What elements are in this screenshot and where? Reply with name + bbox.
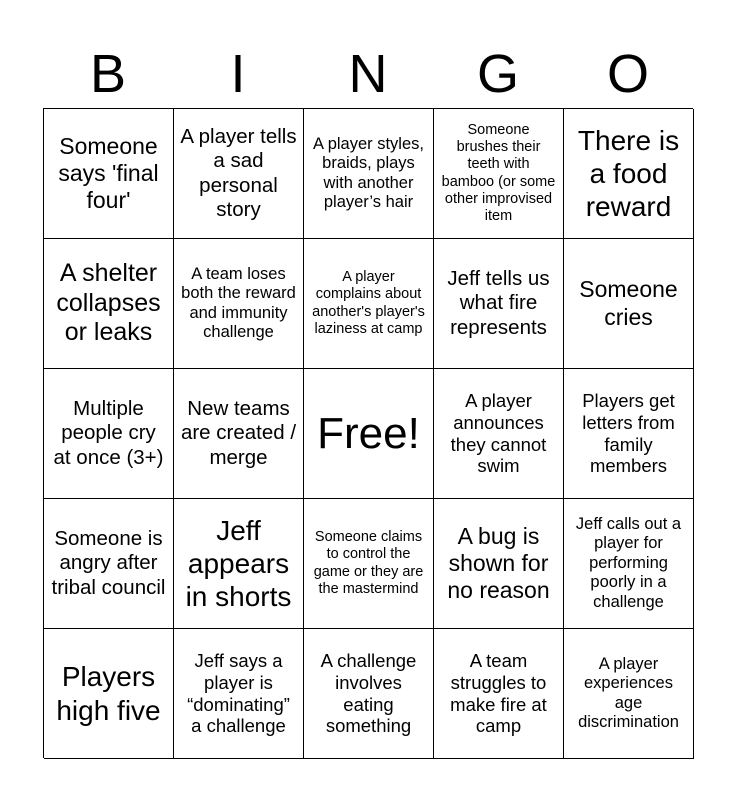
bingo-cell[interactable]: A challenge involves eating something [304, 629, 434, 759]
bingo-cell[interactable]: Jeff calls out a player for performing poorly in a challenge [564, 499, 694, 629]
header-letter-n: N [348, 44, 388, 104]
bingo-header [43, 40, 693, 108]
bingo-cell[interactable]: Players high five [44, 629, 174, 759]
header-letter-i: I [230, 44, 246, 104]
bingo-cell[interactable]: A player experiences age discrimination [564, 629, 694, 759]
bingo-cell[interactable]: Someone cries [564, 239, 694, 369]
header-letter-b: B [89, 44, 127, 104]
header-letter-g: G [476, 44, 519, 104]
bingo-cell[interactable]: Someone claims to control the game or they are the mastermind [304, 499, 434, 629]
bingo-grid [43, 108, 693, 758]
bingo-cell[interactable]: Someone brushes their teeth with bamboo (or some other improvised item [434, 109, 564, 239]
bingo-cell[interactable]: A team struggles to make fire at camp [434, 629, 564, 759]
bingo-cell[interactable]: A bug is shown for no reason [434, 499, 564, 629]
bingo-cell[interactable]: A player tells a sad personal story [174, 109, 304, 239]
bingo-cell[interactable]: Multiple people cry at once (3+) [44, 369, 174, 499]
bingo-cell[interactable]: A shelter collapses or leaks [44, 239, 174, 369]
bingo-cell[interactable]: A player announces they cannot swim [434, 369, 564, 499]
bingo-cell[interactable]: A player styles, braids, plays with another player’s hair [304, 109, 434, 239]
bingo-cell[interactable]: A team loses both the reward and immunity challenge [174, 239, 304, 369]
bingo-cell[interactable]: Players get letters from family members [564, 369, 694, 499]
bingo-cell[interactable]: Someone says 'final four' [44, 109, 174, 239]
bingo-cell[interactable]: Jeff appears in shorts [174, 499, 304, 629]
bingo-cell[interactable]: Someone is angry after tribal council [44, 499, 174, 629]
bingo-cell[interactable]: There is a food reward [564, 109, 694, 239]
bingo-cell[interactable]: A player complains about another's player's laziness at camp [304, 239, 434, 369]
bingo-cell[interactable]: Jeff says a player is “dominating” a challenge [174, 629, 304, 759]
free-space[interactable]: Free! [304, 369, 434, 499]
bingo-cell[interactable]: Jeff tells us what fire represents [434, 239, 564, 369]
bingo-cell[interactable]: New teams are created / merge [174, 369, 304, 499]
header-letter-o: O [606, 44, 649, 104]
